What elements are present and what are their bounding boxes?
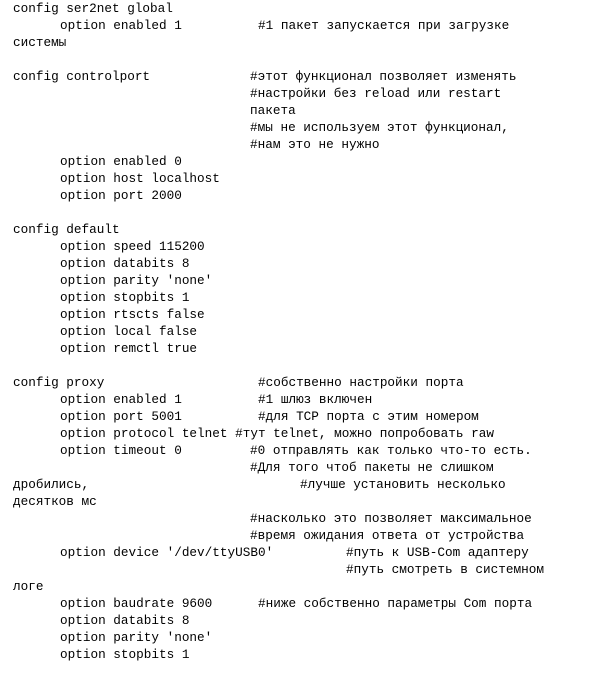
comment: #насколько это позволяет максимальное [250, 511, 532, 526]
comment: #настройки без reload или restart [250, 86, 502, 101]
config-line [13, 238, 613, 255]
config-statement: config proxy [13, 375, 105, 390]
config-line [13, 510, 613, 527]
config-statement: config ser2net global [13, 1, 173, 16]
config-document [13, 0, 613, 663]
config-line [13, 255, 613, 272]
config-line [13, 442, 613, 459]
option-statement: option port 5001 [60, 409, 182, 424]
config-line [13, 221, 613, 238]
config-line [13, 646, 613, 663]
config-line [13, 136, 613, 153]
config-line [13, 374, 613, 391]
option-statement: option host localhost [60, 171, 220, 186]
comment: #Для того чтоб пакеты не слишком [250, 460, 494, 475]
option-statement: option stopbits 1 [60, 647, 190, 662]
config-line [13, 595, 613, 612]
blank-line [13, 204, 613, 221]
option-statement: option enabled 1 [60, 392, 182, 407]
config-line [13, 391, 613, 408]
config-line [13, 153, 613, 170]
comment: пакета [250, 103, 296, 118]
option-statement: option stopbits 1 [60, 290, 190, 305]
option-statement: option parity 'none' [60, 273, 213, 288]
comment: #время ожидания ответа от устройства [250, 528, 525, 543]
config-line [13, 323, 613, 340]
config-line [13, 17, 613, 34]
config-line [13, 119, 613, 136]
config-line [13, 68, 613, 85]
config-line [13, 408, 613, 425]
config-line [13, 34, 613, 51]
option-statement: option remctl true [60, 341, 198, 356]
comment: #ниже собственно параметры Com порта [258, 596, 533, 611]
comment: #1 пакет запускается при загрузке [258, 18, 510, 33]
config-line [13, 170, 613, 187]
config-line [13, 544, 613, 561]
config-line [13, 187, 613, 204]
option-statement: option enabled 1 [60, 18, 182, 33]
comment: #путь смотреть в системном [346, 562, 544, 577]
config-statement: config default [13, 222, 120, 237]
option-statement: option device '/dev/ttyUSB0' [60, 545, 274, 560]
config-line [13, 561, 613, 578]
option-statement: option rtscts false [60, 307, 205, 322]
config-line [13, 425, 613, 442]
wrapped-text: системы [13, 35, 67, 50]
wrapped-text: логе [13, 579, 44, 594]
comment: #0 отправлять как только что-то есть. [250, 443, 532, 458]
comment: #нам это не нужно [250, 137, 380, 152]
config-line [13, 578, 613, 595]
config-statement: config controlport [13, 69, 151, 84]
option-statement: option timeout 0 [60, 443, 182, 458]
config-line [13, 340, 613, 357]
option-statement: option port 2000 [60, 188, 182, 203]
config-line [13, 272, 613, 289]
config-line [13, 493, 613, 510]
option-statement: option speed 115200 [60, 239, 205, 254]
config-line [13, 612, 613, 629]
option-statement: option databits 8 [60, 613, 190, 628]
config-line [13, 629, 613, 646]
option-statement: option enabled 0 [60, 154, 182, 169]
blank-line [13, 357, 613, 374]
comment: #этот функционал позволяет изменять [250, 69, 517, 84]
comment: #для TCP порта с этим номером [258, 409, 479, 424]
option-statement: option local false [60, 324, 198, 339]
comment: #мы не используем этот функционал, [250, 120, 509, 135]
wrapped-text: дробились, [13, 477, 90, 492]
option-statement: option parity 'none' [60, 630, 213, 645]
option-statement: option protocol telnet #тут telnet, можно попробовать raw [60, 426, 494, 441]
wrapped-text: десятков мс [13, 494, 97, 509]
config-line [13, 289, 613, 306]
config-line [13, 0, 613, 17]
comment: #1 шлюз включен [258, 392, 373, 407]
comment: #путь к USB-Com адаптеру [346, 545, 529, 560]
config-line [13, 102, 613, 119]
config-line [13, 459, 613, 476]
option-statement: option databits 8 [60, 256, 190, 271]
config-line [13, 476, 613, 493]
config-line [13, 306, 613, 323]
config-line [13, 527, 613, 544]
option-statement: option baudrate 9600 [60, 596, 213, 611]
config-line [13, 85, 613, 102]
comment: #лучше установить несколько [300, 477, 506, 492]
comment: #собственно настройки порта [258, 375, 464, 390]
blank-line [13, 51, 613, 68]
